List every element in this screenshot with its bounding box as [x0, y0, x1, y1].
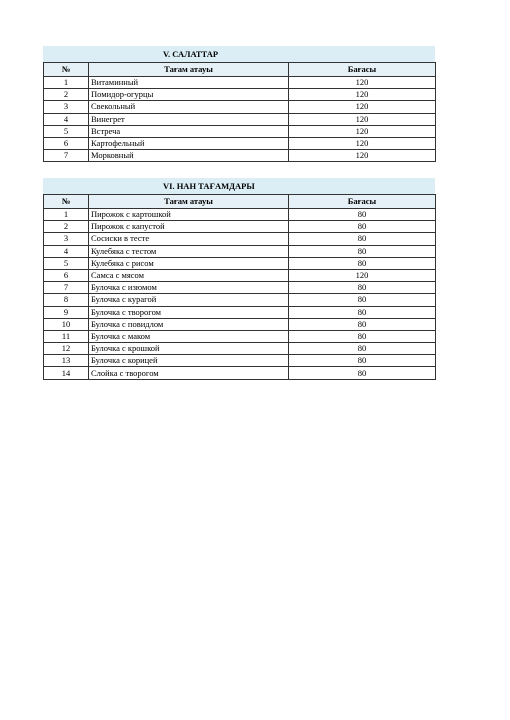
row-number: 4 [44, 113, 89, 125]
table-row [44, 221, 436, 233]
dish-price: 120 [289, 269, 436, 281]
dish-price: 120 [289, 113, 436, 125]
dish-name: Самса с мясом [89, 269, 289, 281]
dish-name: Кулебяка с рисом [89, 257, 289, 269]
table-body [44, 77, 436, 162]
table-row [44, 137, 436, 149]
table-row [44, 318, 436, 330]
row-number: 10 [44, 318, 89, 330]
dish-price: 80 [289, 343, 436, 355]
row-number: 14 [44, 367, 89, 379]
dish-price: 120 [289, 77, 436, 89]
dish-price: 80 [289, 233, 436, 245]
table-row [44, 125, 436, 137]
salads-section [43, 46, 435, 162]
table-body [44, 209, 436, 380]
menu-table [43, 194, 436, 380]
table-row [44, 355, 436, 367]
column-header-price: Бағасы [289, 63, 436, 77]
table-row [44, 269, 436, 281]
dish-name: Винегрет [89, 113, 289, 125]
row-number: 5 [44, 125, 89, 137]
column-header-dish-name: Тағам атауы [89, 63, 289, 77]
dish-price: 80 [289, 257, 436, 269]
dish-price: 80 [289, 209, 436, 221]
column-header-dish-name: Тағам атауы [89, 195, 289, 209]
dish-price: 80 [289, 367, 436, 379]
dish-name: Пирожок с капустой [89, 221, 289, 233]
table-header-row [44, 63, 436, 77]
row-number: 6 [44, 137, 89, 149]
column-header-price: Бағасы [289, 195, 436, 209]
dish-name: Картофельный [89, 137, 289, 149]
row-number: 11 [44, 330, 89, 342]
row-number: 8 [44, 294, 89, 306]
dish-name: Витаминный [89, 77, 289, 89]
dish-price: 120 [289, 150, 436, 162]
row-number: 4 [44, 245, 89, 257]
dish-name: Булочка с творогом [89, 306, 289, 318]
table-header-row [44, 195, 436, 209]
dish-name: Помидор-огурцы [89, 89, 289, 101]
row-number: 13 [44, 355, 89, 367]
dish-name: Слойка с творогом [89, 367, 289, 379]
dish-price: 80 [289, 330, 436, 342]
table-row [44, 77, 436, 89]
dish-price: 80 [289, 282, 436, 294]
table-row [44, 343, 436, 355]
dish-name: Морковный [89, 150, 289, 162]
dish-price: 80 [289, 355, 436, 367]
dish-price: 80 [289, 318, 436, 330]
row-number: 9 [44, 306, 89, 318]
menu-table [43, 62, 436, 162]
row-number: 7 [44, 282, 89, 294]
table-row [44, 101, 436, 113]
dish-price: 80 [289, 294, 436, 306]
bakery-section [43, 178, 435, 380]
dish-name: Булочка с изюмом [89, 282, 289, 294]
dish-price: 120 [289, 89, 436, 101]
dish-name: Булочка с корицей [89, 355, 289, 367]
dish-name: Булочка с маком [89, 330, 289, 342]
dish-name: Булочка с крошкой [89, 343, 289, 355]
row-number: 5 [44, 257, 89, 269]
row-number: 7 [44, 150, 89, 162]
dish-name: Свекольный [89, 101, 289, 113]
section-title: V. САЛАТТАР [43, 46, 435, 62]
row-number: 1 [44, 77, 89, 89]
row-number: 3 [44, 101, 89, 113]
dish-price: 120 [289, 137, 436, 149]
table-row [44, 282, 436, 294]
row-number: 6 [44, 269, 89, 281]
table-row [44, 367, 436, 379]
table-row [44, 330, 436, 342]
dish-name: Встреча [89, 125, 289, 137]
dish-price: 120 [289, 101, 436, 113]
table-row [44, 257, 436, 269]
dish-name: Пирожок с картошкой [89, 209, 289, 221]
row-number: 12 [44, 343, 89, 355]
row-number: 1 [44, 209, 89, 221]
table-row [44, 306, 436, 318]
table-row [44, 150, 436, 162]
dish-price: 80 [289, 245, 436, 257]
row-number: 3 [44, 233, 89, 245]
table-row [44, 89, 436, 101]
column-header-number: № [44, 63, 89, 77]
dish-name: Булочка с повидлом [89, 318, 289, 330]
table-row [44, 113, 436, 125]
table-row [44, 209, 436, 221]
column-header-number: № [44, 195, 89, 209]
dish-name: Сосиски в тесте [89, 233, 289, 245]
dish-name: Кулебяка с тестом [89, 245, 289, 257]
dish-price: 80 [289, 306, 436, 318]
table-row [44, 233, 436, 245]
table-row [44, 245, 436, 257]
table-row [44, 294, 436, 306]
dish-price: 80 [289, 221, 436, 233]
row-number: 2 [44, 89, 89, 101]
dish-name: Булочка с курагой [89, 294, 289, 306]
row-number: 2 [44, 221, 89, 233]
section-title: VI. НАН ТАҒАМДАРЫ [43, 178, 435, 194]
dish-price: 120 [289, 125, 436, 137]
